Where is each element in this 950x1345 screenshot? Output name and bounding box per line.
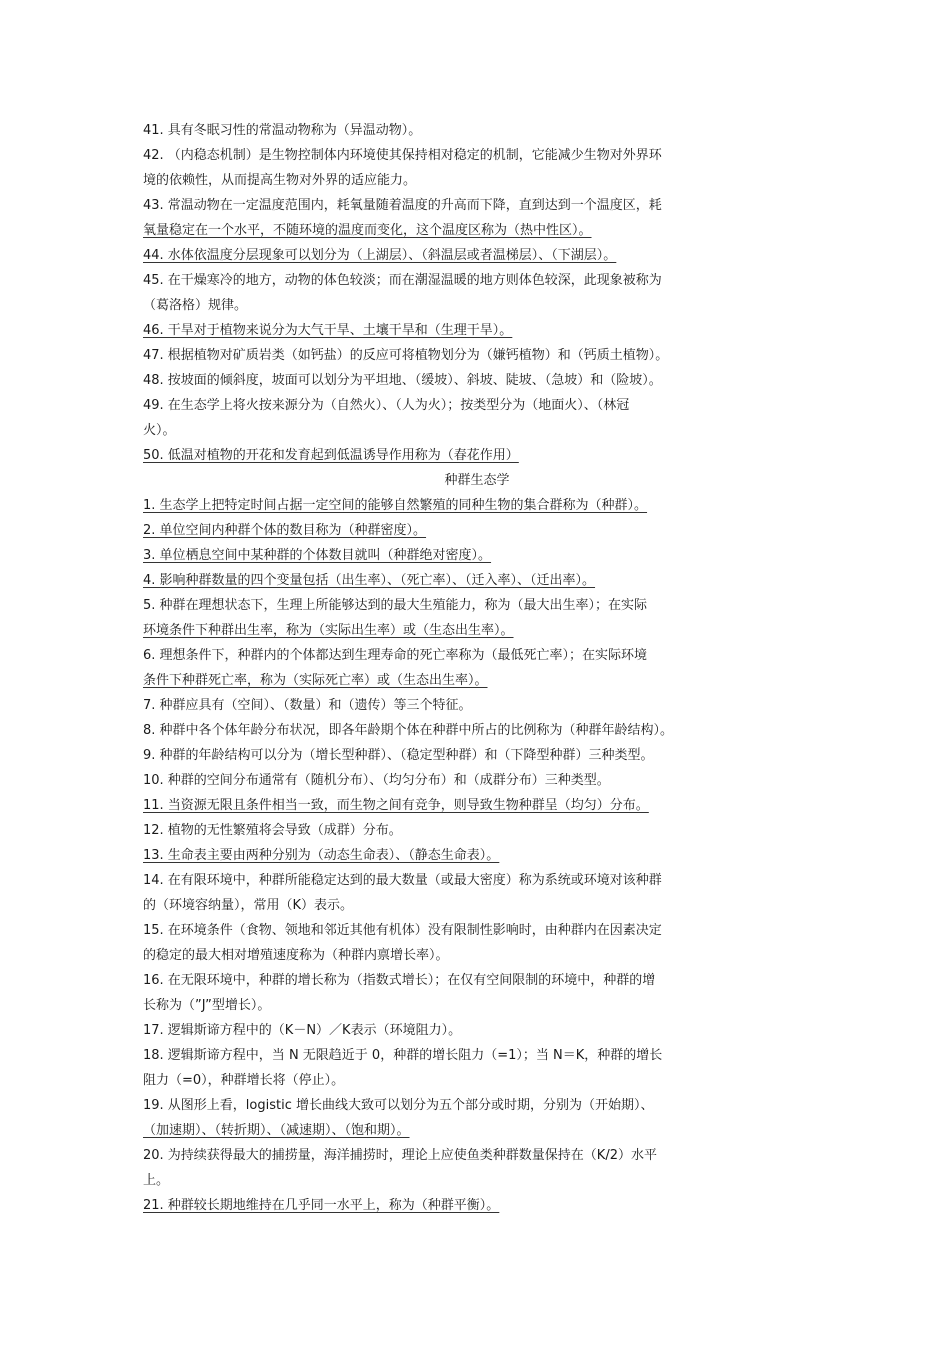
text-line: 11. 当资源无限且条件相当一致，而生物之间有竞争，则导致生物种群呈（均匀）分布。 (143, 798, 649, 813)
text-line: 1. 生态学上把特定时间占据一定空间的能够自然繁殖的同种生物的集合群称为（种群）。 (143, 498, 648, 513)
text-line: 4. 影响种群数量的四个变量包括（出生率）、（死亡率）、（迁入率）、（迁出率）。 (143, 573, 596, 588)
text-line: 9. 种群的年龄结构可以分为（增长型种群）、（稳定型种群）和（下降型种群）三种类型。 (143, 748, 654, 763)
text-line: 21. 种群较长期地维持在几乎同一水平上，称为（种群平衡）。 (143, 1198, 500, 1213)
text-line: 长称为（”J”型增长）。 (143, 998, 271, 1013)
text-line: 49. 在生态学上将火按来源分为（自然火）、（人为火）；按类型分为（地面火）、（林冠 (143, 398, 630, 413)
text-line: 7. 种群应具有（空间）、（数量）和（遗传）等三个特征。 (143, 698, 472, 713)
text-line: 47. 根据植物对矿质岩类（如钙盐）的反应可将植物划分为（嫌钙植物）和（钙质土植物）。 (143, 348, 669, 363)
text-line: 41. 具有冬眠习性的常温动物称为（异温动物）。 (143, 123, 422, 138)
text-line: 44. 水体依温度分层现象可以划分为（上湖层）、（斜温层或者温梯层）、（下湖层）。 (143, 248, 617, 263)
text-line: 16. 在无限环境中，种群的增长称为（指数式增长）；在仅有空间限制的环境中，种群的增 (143, 973, 656, 988)
text-line: 3. 单位栖息空间中某种群的个体数目就叫（种群绝对密度）。 (143, 548, 492, 563)
text-line: （葛洛格）规律。 (143, 298, 248, 313)
text-line: 条件下种群死亡率，称为（实际死亡率）或（生态出生率）。 (143, 673, 488, 688)
text-line: 14. 在有限环境中，种群所能稳定达到的最大数量（或最大密度）称为系统或环境对该种群 (143, 873, 662, 888)
text-line: 环境条件下种群出生率，称为（实际出生率）或（生态出生率）。 (143, 623, 514, 638)
text-line: 10. 种群的空间分布通常有（随机分布）、（均匀分布）和（成群分布）三种类型。 (143, 773, 610, 788)
text-line: 50. 低温对植物的开花和发育起到低温诱导作用称为（春花作用） (143, 448, 519, 463)
section-heading: 种群生态学 (444, 473, 510, 488)
document-body (143, 118, 811, 1218)
text-line: 17. 逻辑斯谛方程中的（K－N）／K表示（环境阻力）。 (143, 1023, 462, 1038)
text-line: 19. 从图形上看，logistic 增长曲线大致可以划分为五个部分或时期，分别为（开始期）、 (143, 1098, 654, 1113)
text-line: 的稳定的最大相对增殖速度称为（种群内禀增长率）。 (143, 948, 449, 963)
text-line: 6. 理想条件下，种群内的个体都达到生理寿命的死亡率称为（最低死亡率）；在实际环境 (143, 648, 648, 663)
text-line: 氧量稳定在一个水平，不随环境的温度而变化，这个温度区称为（热中性区）。 (143, 223, 592, 238)
text-line: 境的依赖性，从而提高生物对外界的适应能力。 (143, 173, 417, 188)
text-line: 15. 在环境条件（食物、领地和邻近其他有机体）没有限制性影响时，由种群内在因素决定 (143, 923, 662, 938)
text-line: 13. 生命表主要由两种分别为（动态生命表）、（静态生命表）。 (143, 848, 500, 863)
text-line: 46. 干旱对于植物来说分为大气干旱、土壤干旱和（生理干旱）。 (143, 323, 513, 338)
text-line: 48. 按坡面的倾斜度，坡面可以划分为平坦地、（缓坡）、斜坡、陡坡、（急坡）和（险坡）。 (143, 373, 662, 388)
text-line: 20. 为持续获得最大的捕捞量，海洋捕捞时，理论上应使鱼类种群数量保持在（K/2）水平 (143, 1148, 657, 1163)
text-line: 8. 种群中各个体年龄分布状况，即各年龄期个体在种群中所占的比例称为（种群年龄结构）。 (143, 723, 674, 738)
text-line: （加速期）、（转折期）、（减速期）、（饱和期）。 (143, 1123, 410, 1138)
text-line: 火）。 (143, 423, 176, 438)
text-line: 阻力（=0），种群增长将（停止）。 (143, 1073, 345, 1088)
text-line: 12. 植物的无性繁殖将会导致（成群）分布。 (143, 823, 402, 838)
text-line: 43. 常温动物在一定温度范围内，耗氧量随着温度的升高而下降，直到达到一个温度区，耗 (143, 198, 662, 213)
text-line: 上。 (143, 1173, 170, 1188)
text-line: 2. 单位空间内种群个体的数目称为（种群密度）。 (143, 523, 427, 538)
text-line: 42. （内稳态机制）是生物控制体内环境使其保持相对稳定的机制，它能减少生物对外界环 (143, 148, 662, 163)
text-line: 45. 在干燥寒冷的地方，动物的体色较淡；而在潮湿温暖的地方则体色较深，此现象被称为 (143, 273, 662, 288)
text-line: 18. 逻辑斯谛方程中，当 N 无限趋近于 0，种群的增长阻力（=1）；当 N＝K，种群的增长 (143, 1048, 663, 1063)
text-line: 5. 种群在理想状态下，生理上所能够达到的最大生殖能力，称为（最大出生率）；在实际 (143, 598, 648, 613)
text-line: 的（环境容纳量），常用（K）表示。 (143, 898, 354, 913)
